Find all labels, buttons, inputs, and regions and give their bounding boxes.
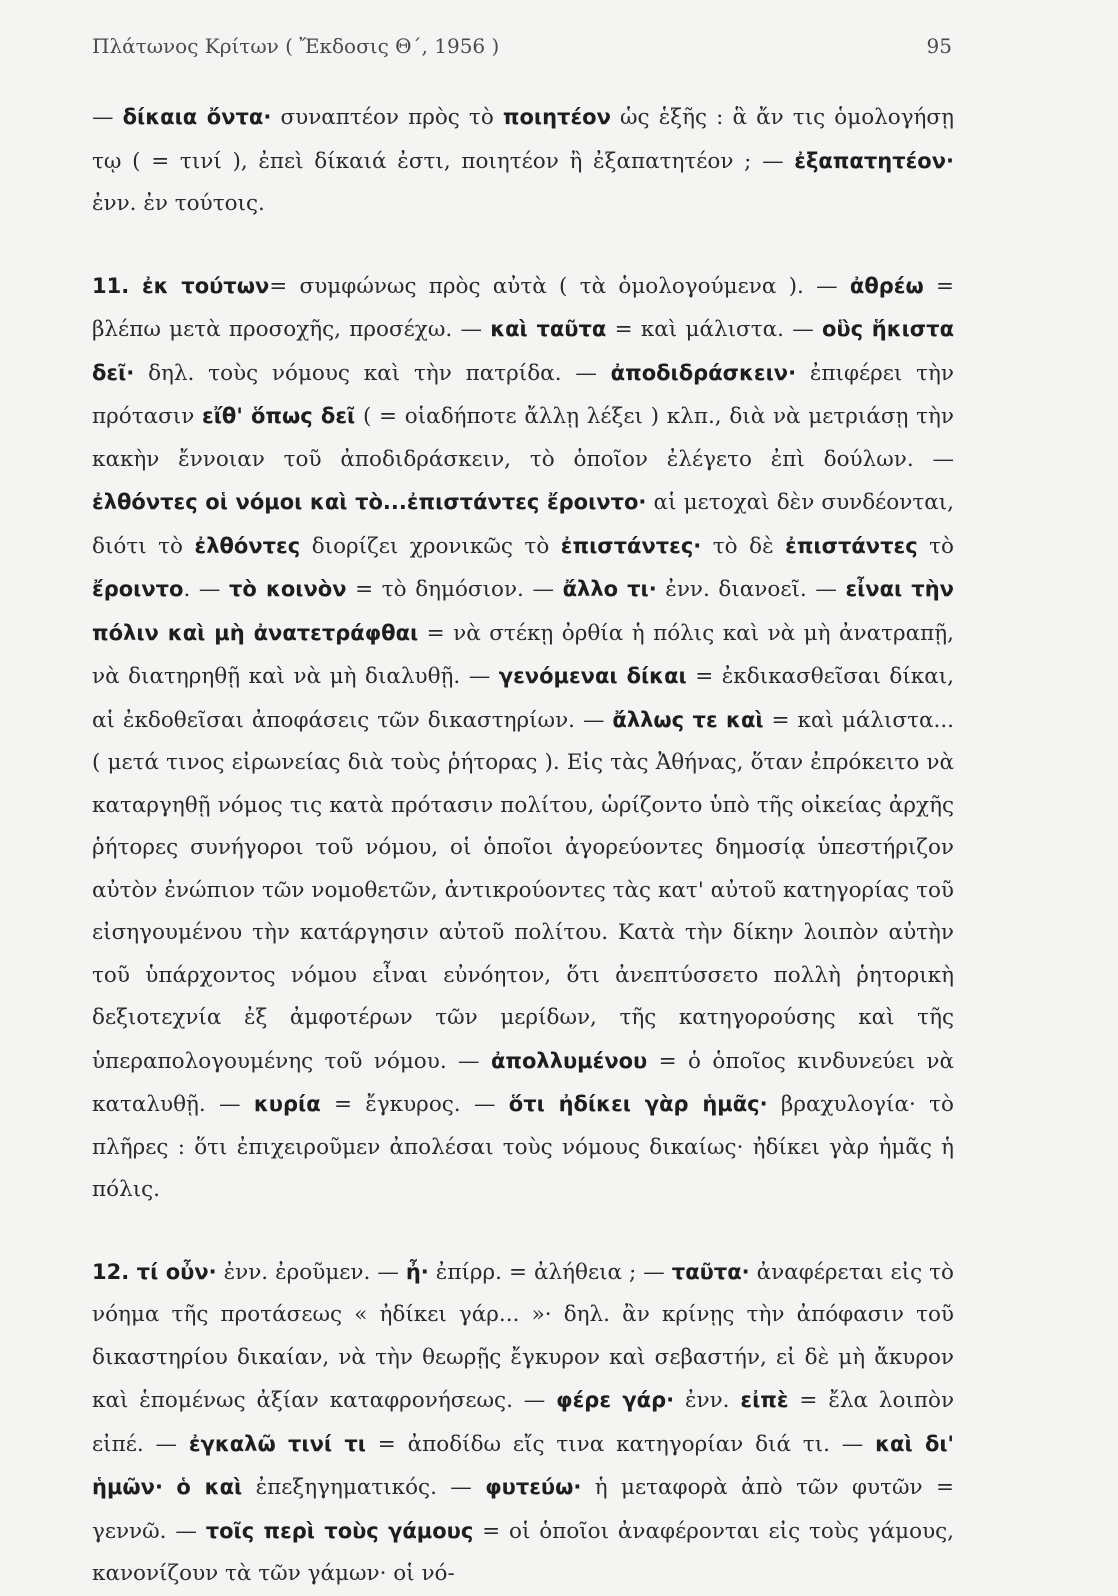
running-header (92, 34, 952, 58)
commentary-text: τὸ δὲ (701, 533, 786, 559)
paragraph-notes-11 (92, 265, 954, 1212)
lemma-term: εἶναι τὴν πόλιν καὶ μὴ ἀνατετράφθαι (92, 577, 954, 645)
lemma-term: τοῖς περὶ τοὺς γάμους (205, 1518, 474, 1543)
lemma-term: ἀποδιδράσκειν· (610, 360, 797, 385)
lemma-term: ἔροιντο (92, 577, 184, 601)
lemma-term: οὓς ἥκιστα δεῖ· (92, 317, 954, 385)
commentary-text: = νὰ στέκῃ ὀρθία ἡ πόλις καὶ νὰ μὴ ἀνατραπῇ, νὰ διατηρηθῇ καὶ νὰ μὴ διαλυθῇ. — (92, 620, 954, 689)
commentary-text: ἐπεξηγηματικός. — (242, 1475, 486, 1500)
lemma-term: ὁ καὶ (176, 1475, 243, 1499)
commentary-text: = καὶ μάλιστα. — (606, 317, 822, 342)
commentary-text: . — (183, 577, 230, 602)
header-title: Πλάτωνος Κρίτων ( Ἔκδοσις Θ΄, 1956 ) (92, 34, 500, 58)
commentary-text: ἐπίρρ. = ἀλήθεια ; — (428, 1259, 672, 1285)
lemma-term: ἄλλο τι· (562, 577, 657, 601)
lemma-term: δίκαια ὄντα· (122, 105, 272, 129)
lemma-term: ὅτι ἠδίκει γὰρ ἡμᾶς· (508, 1092, 768, 1116)
commentary-text: ἐνν. διανοεῖ. — (656, 577, 846, 602)
commentary-text: βραχυλογία· τὸ πλῆρες : ὅτι ἐπιχειροῦμεν ἀπολέσαι τοὺς νόμους δικαίως· ἠδίκει γὰρ ἡμᾶς ἡ πόλις. (92, 1092, 954, 1202)
lemma-term: ἐπιστάντες· (560, 533, 702, 558)
commentary-text: ἡ μεταφορὰ ἀπὸ τῶν φυτῶν = γεννῶ. — (92, 1475, 955, 1544)
lemma-term: εἴθ' ὅπως δεῖ (202, 404, 356, 428)
lemma-term: ἐπιστάντες (785, 533, 918, 558)
commentary-text: δηλ. τοὺς νόμους καὶ τὴν πατρίδα. — (134, 360, 611, 386)
lemma-term: ταῦτα· (671, 1259, 750, 1284)
commentary-text: ἐνν. ἐροῦμεν. — (216, 1259, 406, 1285)
commentary-text (163, 1475, 176, 1500)
commentary-text: = ἀποδίδω εἴς τινα κατηγορίαν διά τι. — (365, 1431, 876, 1457)
lemma-term: τὸ κοινὸν (229, 577, 347, 601)
commentary-text: ἀναφέρεται εἰς τὸ νόημα τῆς προτάσεως « ἠδίκει γάρ... »· δηλ. ἂν κρίνῃς τὴν ἀπόφασιν τοῦ δικαστηρίου δικαίαν, νὰ τὴν θεωρῇς ἔγκυρον καὶ σεβαστήν, εἰ δὲ μὴ ἄκυρον καὶ ἑπομένως ἀξίαν καταφρονήσεως. — (92, 1259, 954, 1413)
lemma-term: κυρία (253, 1092, 321, 1116)
lemma-term: εἰπὲ (740, 1388, 789, 1412)
lemma-term: καὶ δι' ἡμῶν· (92, 1431, 954, 1499)
paragraph-notes-12 (92, 1251, 954, 1596)
commentary-text: = βλέπω μετὰ προσοχῆς, προσέχω. — (92, 273, 954, 342)
commentary-text: ἐνν. (674, 1388, 741, 1413)
lemma-term: φέρε γάρ· (556, 1388, 675, 1412)
commentary-text: διορίζει χρονικῶς τὸ (300, 533, 561, 559)
commentary-text: ἐπιφέρει τὴν πρότασιν (92, 360, 955, 429)
paragraph-notes-10 (92, 96, 954, 226)
lemma-term: ἐγκαλῶ τινί τι (188, 1431, 366, 1456)
lemma-term: ἀθρέω (849, 273, 924, 298)
commentary-text: = ἔγκυρος. — (320, 1092, 509, 1117)
lemma-term: ἦ· (405, 1259, 429, 1284)
lemma-term: ἐλθόντες οἱ νόμοι καὶ τὸ...ἐπιστάντες ἔροιντο· (92, 490, 647, 514)
commentary-text: ὡς ἑξῆς : ἃ ἄν τις ὁμολογήσῃ τῳ ( = τινί ), ἐπεὶ δίκαιά ἐστι, ποιητέον ἢ ἐξαπατητέον ; — (92, 105, 954, 174)
lemma-term: γενόμεναι δίκαι (498, 664, 687, 688)
page-number: 95 (926, 34, 952, 58)
lemma-term: ἄλλως τε καὶ (612, 707, 764, 732)
commentary-text: — (92, 105, 123, 130)
lemma-term: ἀπολλυμένου (490, 1048, 648, 1073)
commentary-text: = καὶ μάλιστα... ( μετά τινος εἰρωνείας διὰ τοὺς ῥήτορας ). Εἰς τὰς Ἀθήνας, ὅταν ἐπρόκειτο νὰ καταργηθῇ νόμος τις κατὰ πρότασιν πολίτου, ὡρίζοντο ὑπὸ τῆς οἰκείας ἀρχῆς ῥήτορες συνήγοροι τοῦ νόμου, οἱ ὁποῖοι ἀγορεύοντες δημοσίᾳ ὑπεστήριζον αὐτὸν ἐνώπιον τῶν νομοθετῶν, ἀντικρούοντες τὰς κατ' αὐτοῦ κατηγορίας τοῦ εἰσηγουμένου τὴν κατάργησιν αὐτοῦ πολίτου. Κατὰ τὴν δίκην λοιπὸν αὐτὴν τοῦ ὑπάρχοντος νόμου εἶναι εὐνόητον, ὅτι ἀνεπτύσσετο πολλὴ ῥητορικὴ δεξιοτεχνία ἐξ ἀμφοτέρων τῶν μερίδων, τῆς κατηγορούσης καὶ τῆς ὑπεραπολογουμένης τοῦ νόμου. — (92, 707, 954, 1074)
commentary-text: = ἐκδικασθεῖσαι δίκαι, αἱ ἐκδοθεῖσαι ἀποφάσεις τῶν δικαστηρίων. — (92, 664, 954, 733)
lemma-term: 12. τί οὖν· (92, 1259, 217, 1284)
lemma-term: ποιητέον (502, 105, 611, 129)
commentary-body (92, 96, 954, 1596)
commentary-text: συναπτέον πρὸς τὸ (271, 105, 503, 130)
commentary-text: ἐνν. ἐν τούτοις. (92, 191, 265, 216)
lemma-term: ἐξαπατητέον· (794, 148, 954, 173)
commentary-text: αἱ μετοχαὶ δὲν συνδέονται, διότι τὸ (92, 490, 954, 559)
lemma-term: φυτεύω· (485, 1475, 582, 1499)
lemma-term: 11. ἐκ τούτων (92, 273, 270, 298)
commentary-text: = ὁ ὁποῖος κινδυνεύει νὰ καταλυθῇ. — (92, 1048, 954, 1117)
commentary-text: = ἔλα λοιπὸν εἰπέ. — (92, 1388, 955, 1457)
commentary-text: τὸ (917, 533, 954, 559)
commentary-text: = συμφώνως πρὸς αὐτὰ ( τὰ ὁμολογούμενα ). — (269, 273, 850, 299)
lemma-term: καὶ ταῦτα (490, 317, 607, 341)
lemma-term: ἐλθόντες (194, 533, 301, 558)
commentary-text: ( = οἱαδήποτε ἄλλῃ λέξει ) κλπ., διὰ νὰ μετριάσῃ τὴν κακὴν ἔννοιαν τοῦ ἀποδιδράσκειν, τὸ ὁποῖον ἐλέγετο ἐπὶ δούλων. — (92, 404, 955, 472)
commentary-text: = οἱ ὁποῖοι ἀναφέρονται εἰς τοὺς γάμους, κανονίζουν τὰ τῶν γάμων· οἱ νό- (92, 1518, 955, 1586)
commentary-text: = τὸ δημόσιον. — (346, 577, 563, 602)
